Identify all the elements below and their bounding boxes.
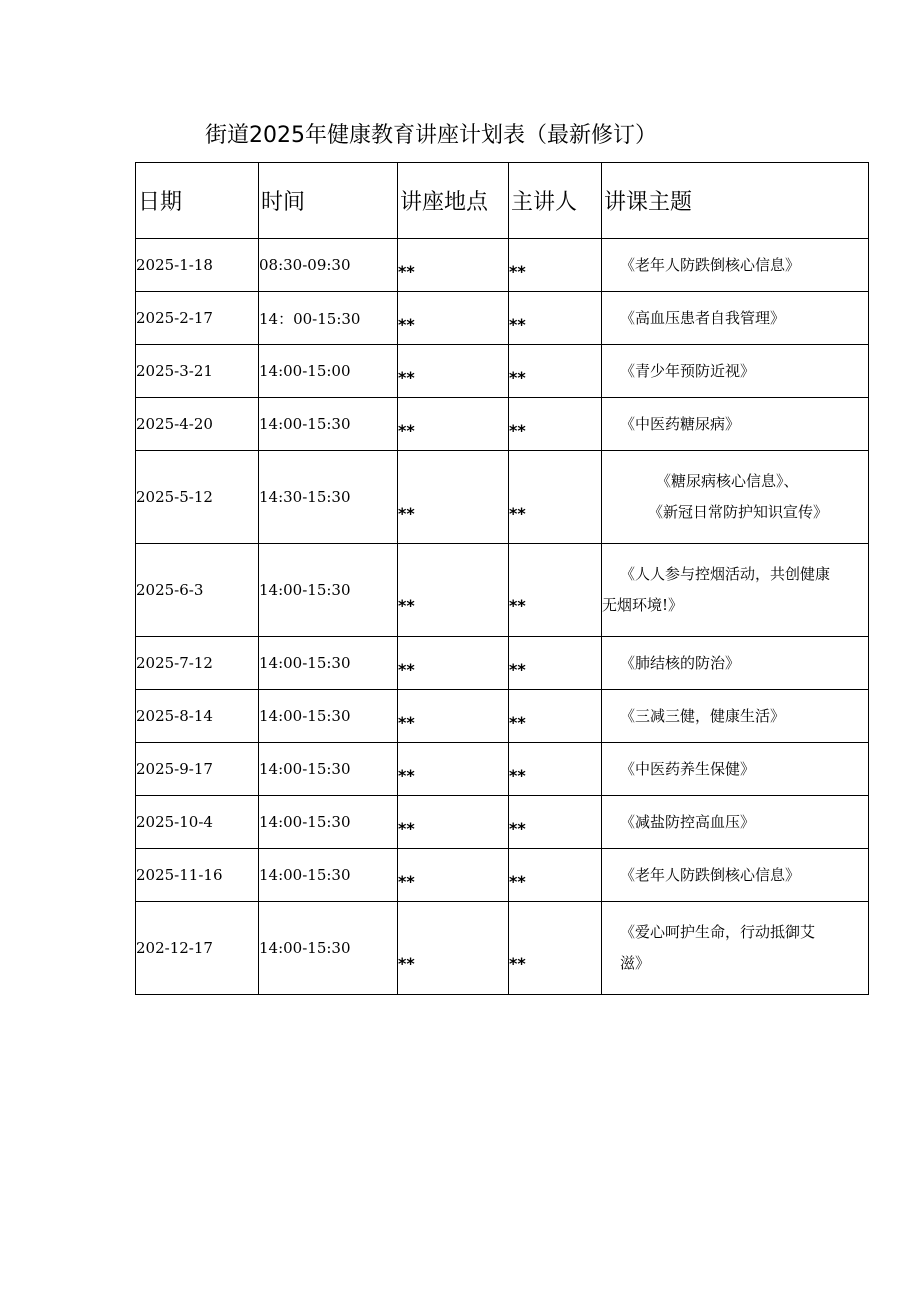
time-cell: 14：00-15:30 [259,292,398,345]
speaker-cell [509,796,602,849]
speaker-value: ** [509,871,526,891]
speaker-value: ** [509,765,526,785]
location-value: ** [398,818,415,838]
speaker-cell [509,398,602,451]
location-value: ** [398,712,415,732]
location-cell [398,292,509,345]
location-cell [398,849,509,902]
location-value: ** [398,314,415,334]
date-cell: 2025-9-17 [136,743,259,796]
date-cell: 2025-5-12 [136,451,259,544]
topic-cell [602,292,869,345]
topic-cell [602,796,869,849]
speaker-cell [509,451,602,544]
table-row [136,292,869,345]
topic-cell [602,743,869,796]
header-location: 讲座地点 [398,163,509,239]
date-cell: 2025-1-18 [136,239,259,292]
speaker-value: ** [509,953,526,973]
location-cell [398,451,509,544]
speaker-cell [509,345,602,398]
location-cell [398,637,509,690]
topic-text: 《中医药养生保健》 [620,759,756,778]
location-value: ** [398,871,415,891]
location-cell [398,902,509,995]
speaker-value: ** [509,420,526,440]
table-row [136,451,869,544]
date-cell: 2025-3-21 [136,345,259,398]
speaker-value: ** [509,261,526,281]
location-cell [398,398,509,451]
speaker-cell [509,902,602,995]
location-cell [398,743,509,796]
time-cell: 14:00-15:30 [259,544,398,637]
time-cell: 14:00-15:30 [259,398,398,451]
topic-cell [602,398,869,451]
table-row [136,398,869,451]
speaker-cell [509,849,602,902]
header-date: 日期 [136,163,259,239]
page-title: 街道2025年健康教育讲座计划表（最新修订） [205,123,657,148]
topic-cell [602,849,869,902]
lecture-plan-table [135,162,869,995]
topic-text: 《青少年预防近视》 [620,361,756,380]
topic-cell [602,637,869,690]
table-row [136,544,869,637]
time-cell: 14:00-15:30 [259,637,398,690]
location-cell [398,544,509,637]
table-header-row [136,163,869,239]
date-cell: 202-12-17 [136,902,259,995]
speaker-value: ** [509,314,526,334]
topic-text-line2: 滋》 [620,954,651,972]
time-cell: 14:00-15:00 [259,345,398,398]
speaker-cell [509,292,602,345]
topic-text: 《人人参与控烟活动，共创健康 [620,565,831,583]
speaker-cell [509,637,602,690]
topic-text: 《肺结核的防治》 [620,653,741,672]
topic-text: 《高血压患者自我管理》 [620,308,786,327]
location-value: ** [398,261,415,281]
time-cell: 14:00-15:30 [259,743,398,796]
date-cell: 2025-8-14 [136,690,259,743]
topic-text: 《中医药糖尿病》 [620,414,741,433]
table-row [136,239,869,292]
topic-cell [602,690,869,743]
date-cell: 2025-10-4 [136,796,259,849]
time-cell: 14:00-15:30 [259,902,398,995]
date-cell: 2025-4-20 [136,398,259,451]
topic-cell [602,544,869,637]
location-value: ** [398,765,415,785]
header-time: 时间 [259,163,398,239]
speaker-value: ** [509,367,526,387]
table-row [136,345,869,398]
location-value: ** [398,659,415,679]
location-value: ** [398,953,415,973]
topic-text: 《糖尿病核心信息》、 [656,472,799,490]
table-row [136,637,869,690]
speaker-value: ** [509,503,526,523]
speaker-cell [509,690,602,743]
table-row [136,743,869,796]
location-value: ** [398,503,415,523]
speaker-cell [509,239,602,292]
topic-cell [602,345,869,398]
location-cell [398,690,509,743]
location-value: ** [398,595,415,615]
topic-text: 《老年人防跌倒核心信息》 [620,255,801,274]
speaker-value: ** [509,595,526,615]
topic-text: 《三减三健，健康生活》 [620,706,786,725]
time-cell: 08:30-09:30 [259,239,398,292]
topic-text: 《爱心呵护生命，行动抵御艾 [620,923,816,941]
table-row [136,690,869,743]
date-cell: 2025-2-17 [136,292,259,345]
date-cell: 2025-7-12 [136,637,259,690]
date-cell: 2025-6-3 [136,544,259,637]
header-speaker: 主讲人 [509,163,602,239]
topic-cell [602,239,869,292]
location-value: ** [398,420,415,440]
speaker-value: ** [509,818,526,838]
table-row [136,849,869,902]
date-cell: 2025-11-16 [136,849,259,902]
topic-cell [602,451,869,544]
location-cell [398,796,509,849]
speaker-value: ** [509,659,526,679]
speaker-cell [509,544,602,637]
topic-cell [602,902,869,995]
location-cell [398,345,509,398]
table-row [136,902,869,995]
topic-text-line2: 《新冠日常防护知识宣传》 [648,503,829,521]
location-value: ** [398,367,415,387]
time-cell: 14:00-15:30 [259,849,398,902]
topic-text: 《减盐防控高血压》 [620,812,756,831]
header-topic: 讲课主题 [602,163,869,239]
location-cell [398,239,509,292]
speaker-value: ** [509,712,526,732]
table-row [136,796,869,849]
speaker-cell [509,743,602,796]
topic-text: 《老年人防跌倒核心信息》 [620,865,801,884]
time-cell: 14:30-15:30 [259,451,398,544]
time-cell: 14:00-15:30 [259,796,398,849]
topic-text-line2: 无烟环境!》 [602,596,684,614]
time-cell: 14:00-15:30 [259,690,398,743]
